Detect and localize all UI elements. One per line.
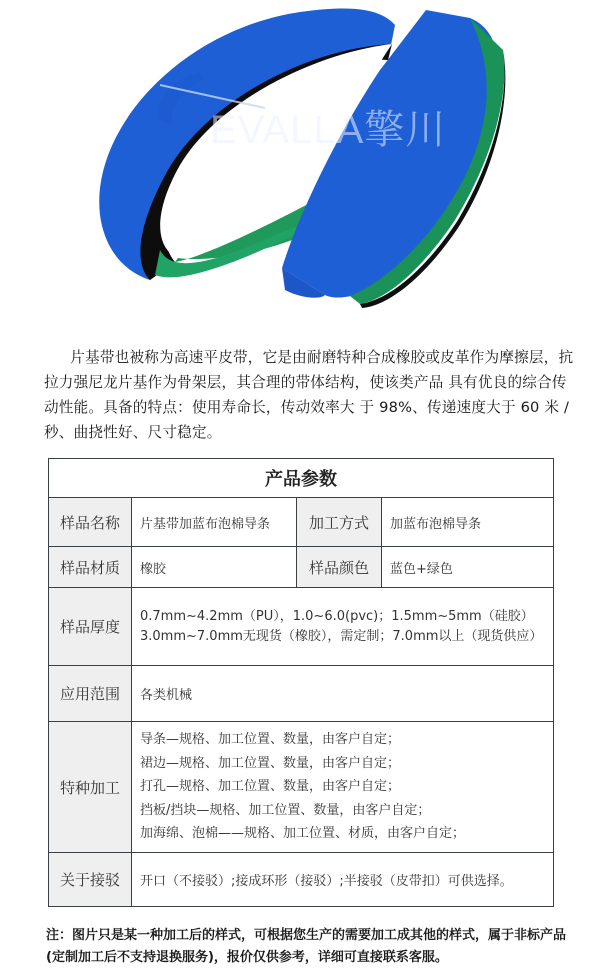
watermark: EVALLA擎川 — [210, 108, 447, 152]
thickness-line: 3.0mm~7.0mm无现货（橡胶），需定制；7.0mm以上（现货供应） — [140, 628, 543, 644]
label-color: 样品颜色 — [297, 547, 382, 588]
table-title: 产品参数 — [49, 459, 554, 498]
value-special-processing — [132, 722, 554, 853]
processing-line: 导条—规格、加工位置、数量，由客户自定； — [140, 732, 401, 748]
value-thickness — [132, 588, 554, 666]
thickness-line: 0.7mm~4.2mm（PU），1.0~6.0(pvc)；1.5mm~5mm（硅胶） — [140, 608, 534, 624]
label-sample-name: 样品名称 — [49, 498, 132, 547]
label-special-processing: 特种加工 — [49, 722, 132, 853]
value-color: 蓝色+绿色 — [382, 547, 554, 588]
processing-line: 裙边—规格、加工位置、数量，由客户自定； — [140, 755, 401, 771]
table-row — [49, 722, 554, 853]
label-splicing: 关于接驳 — [49, 853, 132, 907]
product-params-table — [48, 458, 554, 907]
product-photo — [0, 0, 600, 318]
label-application: 应用范围 — [49, 666, 132, 722]
table-row — [49, 853, 554, 907]
processing-line: 加海绵、泡棉——规格、加工位置、材质，由客户自定； — [140, 826, 466, 842]
processing-line: 打孔—规格、加工位置、数量，由客户自定； — [140, 779, 401, 795]
table-row — [49, 588, 554, 666]
value-processing-method: 加蓝布泡棉导条 — [382, 498, 554, 547]
value-splicing: 开口（不接驳）;接成环形（接驳）;半接驳（皮带扣）可供选择。 — [132, 853, 554, 907]
label-processing-method: 加工方式 — [297, 498, 382, 547]
note-text: 注：图片只是某一种加工后的样式，可根据您生产的需要加工成其他的样式，属于非标产品(定制加工后不支持退换服务)，报价仅供参考，详细可直接联系客服。 — [46, 928, 567, 965]
processing-line: 挡板/挡块—规格、加工位置、数量，由客户自定； — [140, 802, 431, 818]
value-application: 各类机械 — [132, 666, 554, 722]
table-row — [49, 547, 554, 588]
label-material: 样品材质 — [49, 547, 132, 588]
table-row — [49, 498, 554, 547]
value-sample-name: 片基带加蓝布泡棉导条 — [132, 498, 297, 547]
value-material: 橡胶 — [132, 547, 297, 588]
table-row — [49, 666, 554, 722]
label-thickness: 样品厚度 — [49, 588, 132, 666]
belt-image — [0, 0, 600, 318]
intro-paragraph: 片基带也被称为高速平皮带，它是由耐磨特种合成橡胶或皮革作为摩擦层，抗拉力强尼龙片基作为骨架层，其合理的带体结构，使该类产品 具有优良的综合传动性能。具备的特点：使用寿命长，传动效率大 于 98%、传递速度大于 60 米 / 秒、曲挠性好、尺寸稳定。 — [44, 348, 574, 441]
